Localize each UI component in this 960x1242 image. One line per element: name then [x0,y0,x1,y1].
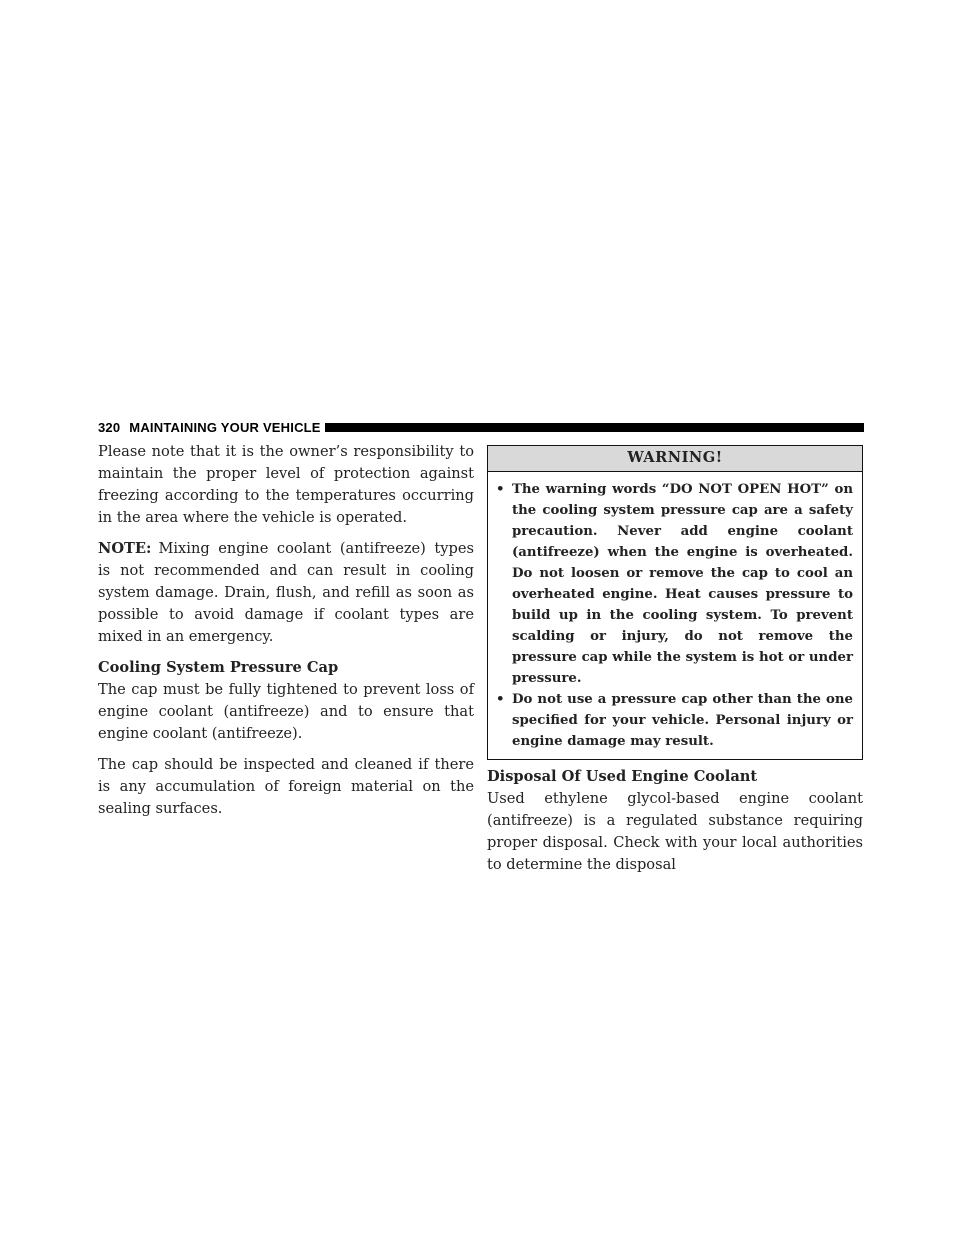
note-text: Mixing engine coolant (antifreeze) types is not recommended and can result in cooling system damage. Drain, flush, and refill as soon as possible to avoid damage if coolant types are mixed in an emergency. [98,540,474,645]
section-title: MAINTAINING YOUR VEHICLE [129,419,321,435]
page-number: 320 [98,419,121,435]
warning-item-text: The warning words “DO NOT OPEN HOT” on the cooling system pressure cap are a safety precaution. Never add engine coolant (antifreeze) when the engine is overheated. Do not loosen or remove the cap to cool an overheated engine. Heat causes pressure to build up in the cooling system. To prevent scalding or injury, do not remove the pressure cap while the system is hot or under pressure. [512,482,853,686]
page-header-text [98,420,321,435]
warning-item [496,689,853,752]
note-paragraph [98,538,474,648]
warning-item [496,479,853,689]
disposal-heading: Disposal Of Used Engine Coolant [487,768,758,785]
note-label: NOTE: [98,540,152,557]
bullet-icon: • [496,482,505,497]
pressure-cap-heading: Cooling System Pressure Cap [98,659,339,676]
cap-tighten-paragraph: The cap must be fully tightened to prevent loss of engine coolant (antifreeze) and to ensure that engine coolant (antifreeze). [98,681,474,742]
owner-responsibility-paragraph: Please note that it is the owner’s responsibility to maintain the proper level of protection against freezing according to the temperatures occurring in the area where the vehicle is operated. [98,443,474,526]
disposal-paragraph: Used ethylene glycol-based engine coolant (antifreeze) is a regulated substance requiring proper disposal. Check with your local authorities to determine the disposal [487,790,863,873]
header-rule [325,423,864,432]
warning-item-text: Do not use a pressure cap other than the one specified for your vehicle. Personal injury or engine damage may result. [512,692,853,749]
bullet-icon: • [496,692,505,707]
left-column [98,441,474,829]
warning-title: WARNING! [488,446,862,472]
page-header [98,417,864,437]
cap-inspect-paragraph: The cap should be inspected and cleaned if there is any accumulation of foreign material on the sealing surfaces. [98,756,474,817]
warning-list [488,472,862,759]
right-column [487,441,863,885]
warning-box [487,445,863,760]
